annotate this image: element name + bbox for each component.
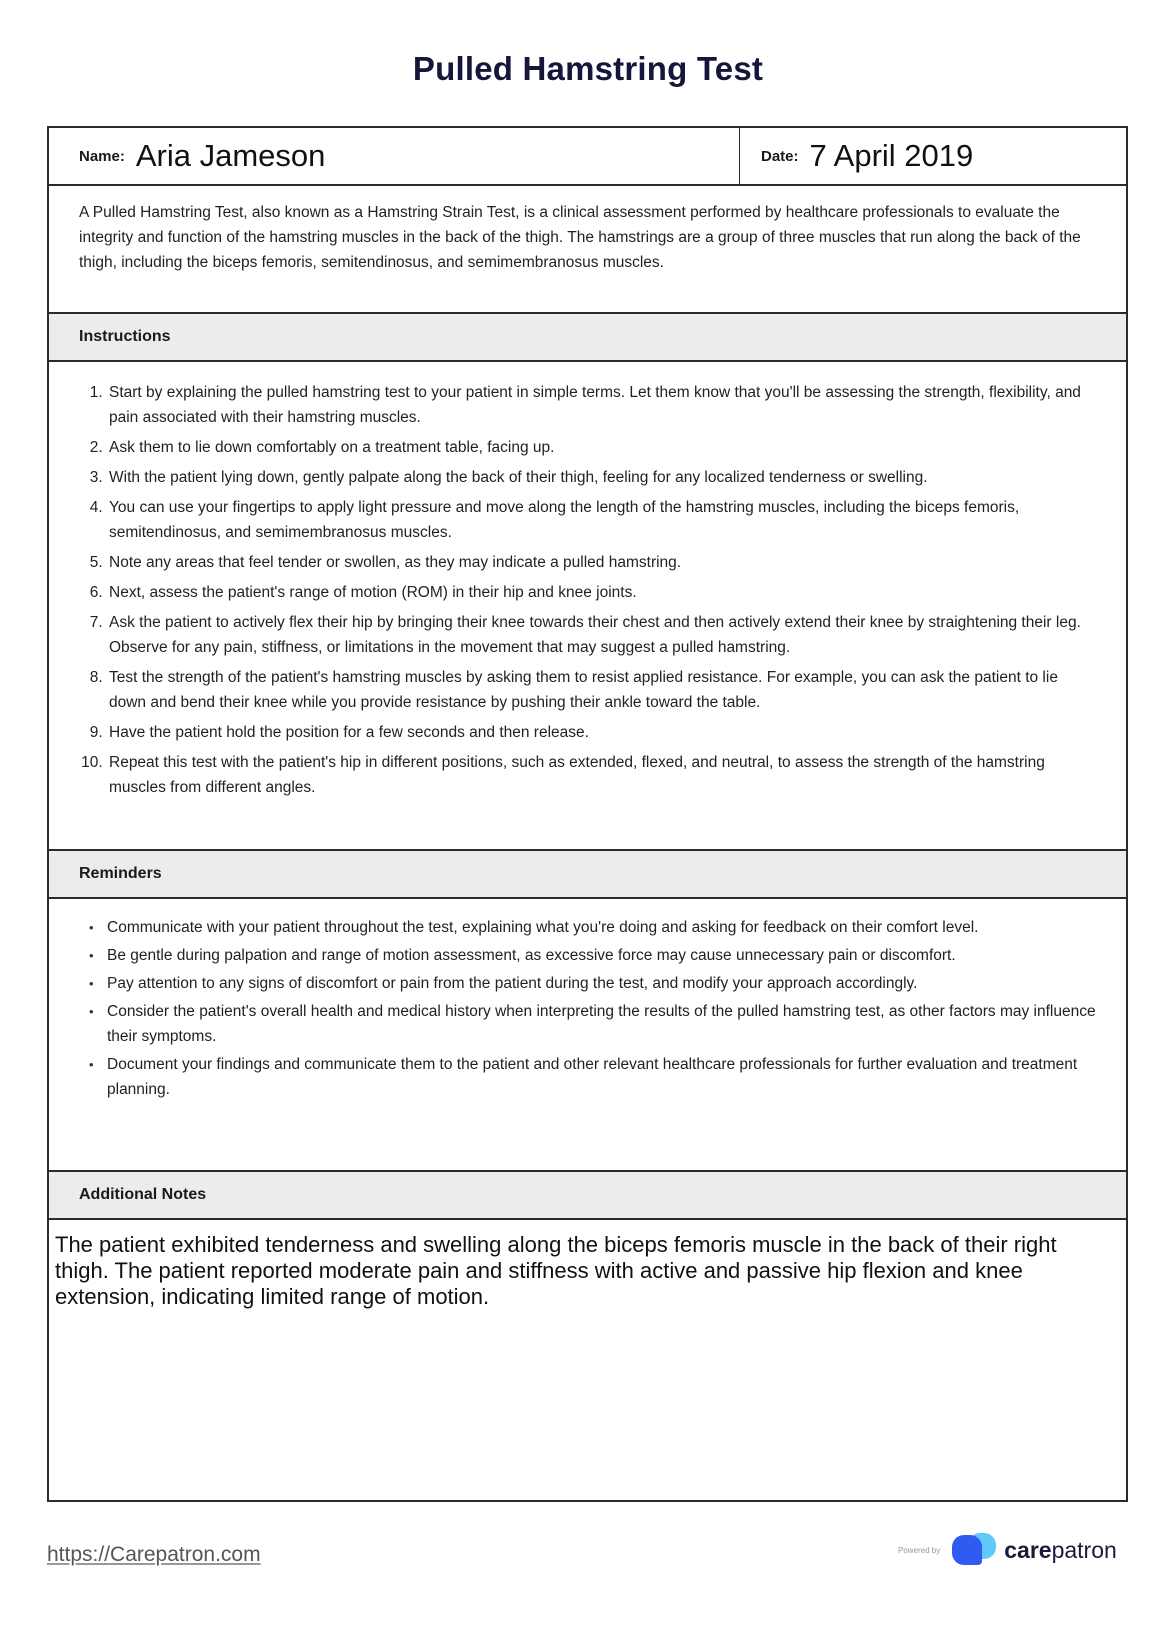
instruction-item: 5. Note any areas that feel tender or swollen, as they may indicate a pulled hamstring. [107,550,1096,575]
reminders-heading: Reminders [49,851,1126,899]
intro-description: A Pulled Hamstring Test, also known as a Hamstring Strain Test, is a clinical assessment performed by healthcare professionals to evaluate the integrity and function of the hamstring muscles in the back of the thigh. The hamstrings are a group of three muscles that run along the back of the thigh, including the biceps femoris, semitendinosus, and semimembranosus muscles. [49,186,1126,314]
instruction-item: 9. Have the patient hold the position for a few seconds and then release. [107,720,1096,745]
reminders-section [49,899,1126,1172]
reminders-list [83,915,1096,1102]
carepatron-link[interactable]: https://Carepatron.com [47,1543,261,1566]
instructions-list [83,380,1096,800]
name-field[interactable] [49,128,740,184]
reminder-item: • Be gentle during palpation and range of motion assessment, as excessive force may cause unnecessary pain or discomfort. [107,943,1096,968]
brand-word-light: patron [1051,1536,1117,1563]
powered-by-label: Powered by [898,1545,941,1555]
instruction-item: 10. Repeat this test with the patient's hip in different positions, such as extended, flexed, and neutral, to assess the strength of the hamstring muscles from different angles. [107,750,1096,800]
date-label: Date: [761,147,799,165]
reminder-item: • Document your findings and communicate them to the patient and other relevant healthcare professionals for further evaluation and treatment planning. [107,1052,1096,1102]
carepatron-logo-icon [952,1533,998,1567]
assessment-form [47,126,1128,1502]
instruction-item: 8. Test the strength of the patient's hamstring muscles by asking them to resist applied resistance. For example, you can ask the patient to lie down and bend their knee while you provide resistance by pushing their ankle toward the table. [107,665,1096,715]
instructions-heading: Instructions [49,314,1126,362]
brand-wordmark [1004,1537,1117,1564]
brand-word-bold: care [1004,1536,1052,1563]
instruction-item: 1. Start by explaining the pulled hamstring test to your patient in simple terms. Let them know that you'll be assessing the strength, flexibility, and pain associated with their hamstring muscles. [107,380,1096,430]
additional-notes-heading: Additional Notes [49,1172,1126,1220]
reminder-item: • Pay attention to any signs of discomfort or pain from the patient during the test, and modify your approach accordingly. [107,971,1096,996]
patient-info-row [49,128,1126,186]
name-label: Name: [79,147,125,165]
name-value[interactable]: Aria Jameson [135,138,326,173]
instruction-item: 6. Next, assess the patient's range of motion (ROM) in their hip and knee joints. [107,580,1096,605]
instruction-item: 3. With the patient lying down, gently palpate along the back of their thigh, feeling for any localized tenderness or swelling. [107,465,1096,490]
instruction-item: 7. Ask the patient to actively flex their hip by bringing their knee towards their chest and then actively extend their knee by straightening their leg. Observe for any pain, stiffness, or limitations in the movement that may suggest a pulled hamstring. [107,610,1096,660]
instructions-section [49,362,1126,851]
page-title: Pulled Hamstring Test [412,50,764,87]
instruction-item: 4. You can use your fingertips to apply light pressure and move along the length of the hamstring muscles, including the biceps femoris, semitendinosus, and semimembranosus muscles. [107,495,1096,545]
reminder-item: • Communicate with your patient throughout the test, explaining what you're doing and asking for feedback on their comfort level. [107,915,1096,940]
date-field[interactable] [740,128,1126,184]
carepatron-brand [898,1530,1117,1570]
additional-notes-text[interactable]: The patient exhibited tenderness and swelling along the biceps femoris muscle in the back of their right thigh. The patient reported moderate pain and stiffness with active and passive hip flexion and knee extension, indicating limited range of motion. [55,1232,1057,1309]
reminder-item: • Consider the patient's overall health and medical history when interpreting the results of the pulled hamstring test, as other factors may influence their symptoms. [107,999,1096,1049]
instruction-item: 2. Ask them to lie down comfortably on a treatment table, facing up. [107,435,1096,460]
date-value[interactable]: 7 April 2019 [809,138,974,173]
